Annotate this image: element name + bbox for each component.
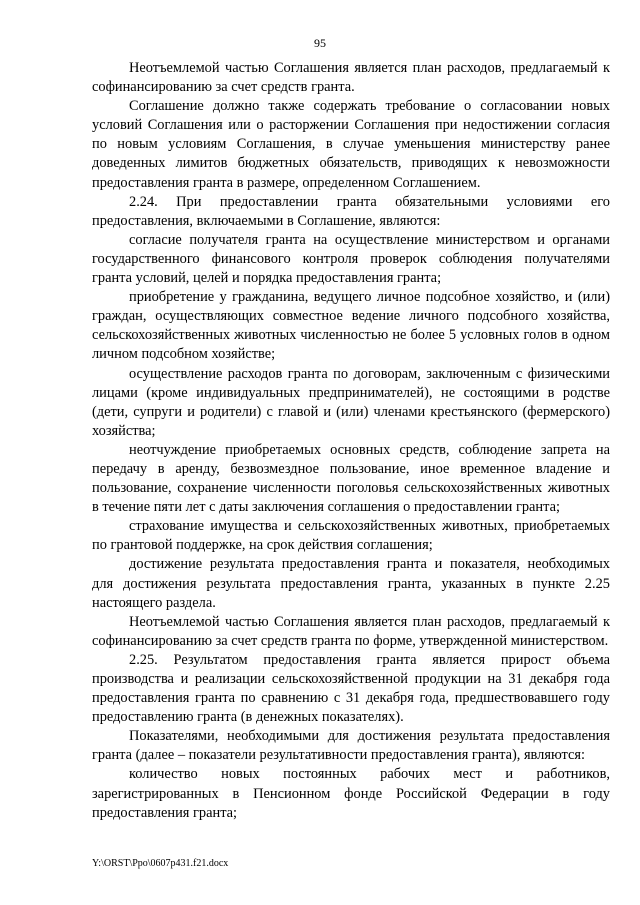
page-number: 95 (314, 36, 326, 50)
paragraph-agreement-requirement: Соглашение должно также содержать требование о согласовании новых условий Соглашения или о расторжении Соглашения при недостижении согласия по новым условиям Соглашения, в случае уменьшения министерству ранее доведенных лимитов бюджетных обязательств, приводящих к невозможности предоставления гранта в размере, определенном Соглашением. (92, 98, 610, 191)
paragraph-livestock-purchase: приобретение у гражданина, ведущего личное подсобное хозяйство, и (или) граждан, осуществляющих совместное ведение личного подсобного хозяйства, сельскохозяйственных животных численностью не более 5 условных голов в одном личном подсобном хозяйстве; (92, 289, 610, 363)
paragraph-plan-expenses: Неотъемлемой частью Соглашения является план расходов, предлагаемый к софинансированию за счет средств гранта. (92, 60, 610, 96)
paragraph-2-24-intro: 2.24. При предоставлении гранта обязательными условиями его предоставления, включаемыми в Соглашение, являются: (92, 193, 610, 229)
paragraph-plan-expenses-form: Неотъемлемой частью Соглашения является план расходов, предлагаемый к софинансированию за счет средств гранта по форме, утвержденной министерством. (92, 613, 610, 649)
paragraph-consent-inspections: согласие получателя гранта на осуществление министерством и органами государственного финансового контроля проверок соблюдения получателями гранта условий, целей и порядка предоставления гранта; (92, 231, 610, 287)
document-body (92, 59, 610, 823)
paragraph-insurance: страхование имущества и сельскохозяйственных животных, приобретаемых по грантовой поддержке, на срок действия соглашения; (92, 518, 610, 554)
paragraph-new-jobs: количество новых постоянных рабочих мест и работников, зарегистрированных в Пенсионном фонде Российской Федерации в году предоставления гранта; (92, 766, 610, 821)
paragraph-non-alienation: неотчуждение приобретаемых основных средств, соблюдение запрета на передачу в аренду, безвозмездное пользование, иное временное владение и пользование, сохранение численности поголовья сельскохозяйственных животных в течение пяти лет с даты заключения соглашения о предоставлении гранта; (92, 441, 610, 516)
paragraph-indicators-intro: Показателями, необходимыми для достижения результата предоставления гранта (далее – показатели результативности предоставления гранта), являются: (92, 728, 610, 764)
paragraph-result-achievement: достижение результата предоставления гранта и показателя, необходимых для достижения результата предоставления гранта, указанных в пункте 2.25 настоящего раздела. (92, 556, 610, 611)
paragraph-2-25-result: 2.25. Результатом предоставления гранта является прирост объема производства и реализации сельскохозяйственной продукции на 31 декабря года предоставления гранта по сравнению с 31 декабря года, предшествовавшего году предоставлению гранта (в денежных показателях). (92, 651, 610, 726)
paragraph-expense-contracts: осуществление расходов гранта по договорам, заключенным с физическими лицами (кроме индивидуальных предпринимателей), не состоящими в родстве (дети, супруги и родители) с главой и (или) членами крестьянского (фермерского) хозяйства; (92, 365, 610, 439)
footer-file-path: Y:\ORST\Ppo\0607p431.f21.docx (92, 858, 229, 869)
